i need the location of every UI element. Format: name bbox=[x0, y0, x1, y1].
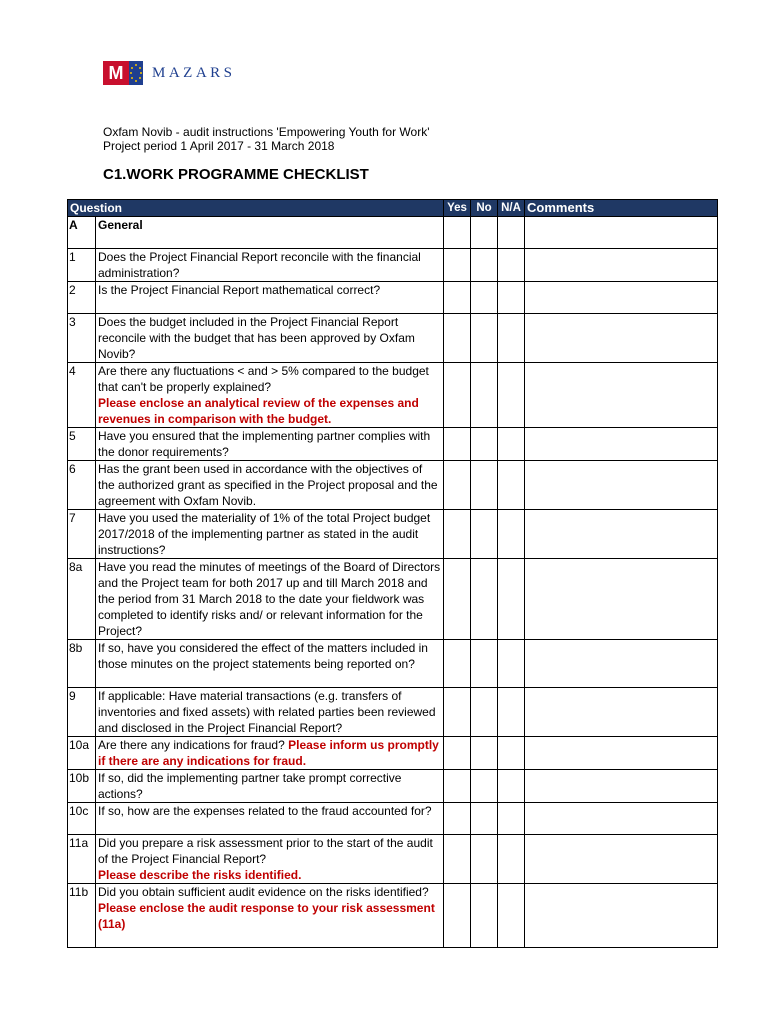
na-cell[interactable] bbox=[498, 510, 525, 559]
instruction-note: Please describe the risks identified. bbox=[98, 868, 302, 882]
mazars-logo bbox=[103, 61, 236, 85]
question-cell bbox=[96, 559, 444, 640]
yes-cell[interactable] bbox=[444, 884, 471, 948]
na-cell[interactable] bbox=[498, 217, 525, 249]
no-cell[interactable] bbox=[471, 363, 498, 428]
question-cell bbox=[96, 363, 444, 428]
yes-cell[interactable] bbox=[444, 688, 471, 737]
yes-cell[interactable] bbox=[444, 249, 471, 282]
comments-cell[interactable] bbox=[525, 510, 718, 559]
table-row bbox=[68, 559, 718, 640]
no-cell[interactable] bbox=[471, 640, 498, 688]
comments-cell[interactable] bbox=[525, 428, 718, 461]
na-cell[interactable] bbox=[498, 559, 525, 640]
yes-cell[interactable] bbox=[444, 770, 471, 803]
question-header: Question bbox=[68, 200, 444, 217]
question-number: 2 bbox=[68, 282, 96, 314]
question-cell bbox=[96, 803, 444, 835]
question-cell bbox=[96, 428, 444, 461]
question-cell bbox=[96, 461, 444, 510]
question-cell bbox=[96, 770, 444, 803]
question-text: Does the Project Financial Report reconcile with the financial administration? bbox=[98, 250, 421, 280]
na-cell[interactable] bbox=[498, 314, 525, 363]
question-cell bbox=[96, 737, 444, 770]
comments-cell[interactable] bbox=[525, 282, 718, 314]
no-cell[interactable] bbox=[471, 737, 498, 770]
no-cell[interactable] bbox=[471, 803, 498, 835]
question-text: Have you used the materiality of 1% of the total Project budget 2017/2018 of the implementing partner as stated in the audit instructions? bbox=[98, 511, 431, 557]
no-cell[interactable] bbox=[471, 510, 498, 559]
table-row bbox=[68, 282, 718, 314]
question-text: Have you ensured that the implementing partner complies with the donor requirements? bbox=[98, 429, 431, 459]
question-text: Did you prepare a risk assessment prior to the start of the audit of the Project Financial Report? bbox=[98, 836, 433, 866]
question-number: 11b bbox=[68, 884, 96, 948]
question-number: 3 bbox=[68, 314, 96, 363]
yes-cell[interactable] bbox=[444, 217, 471, 249]
logo-text: MAZARS bbox=[152, 64, 236, 81]
question-number: 1 bbox=[68, 249, 96, 282]
question-cell bbox=[96, 640, 444, 688]
table-row bbox=[68, 640, 718, 688]
comments-cell[interactable] bbox=[525, 363, 718, 428]
comments-cell[interactable] bbox=[525, 737, 718, 770]
yes-cell[interactable] bbox=[444, 640, 471, 688]
page-title: C1.WORK PROGRAMME CHECKLIST bbox=[103, 166, 369, 183]
na-cell[interactable] bbox=[498, 770, 525, 803]
na-cell[interactable] bbox=[498, 461, 525, 510]
question-number: 4 bbox=[68, 363, 96, 428]
table-row bbox=[68, 884, 718, 948]
question-number: 10c bbox=[68, 803, 96, 835]
comments-cell[interactable] bbox=[525, 559, 718, 640]
na-cell[interactable] bbox=[498, 884, 525, 948]
table-row bbox=[68, 249, 718, 282]
na-cell[interactable] bbox=[498, 363, 525, 428]
question-cell bbox=[96, 217, 444, 249]
yes-cell[interactable] bbox=[444, 282, 471, 314]
comments-cell[interactable] bbox=[525, 461, 718, 510]
comments-cell[interactable] bbox=[525, 249, 718, 282]
question-number: 10a bbox=[68, 737, 96, 770]
comments-cell[interactable] bbox=[525, 688, 718, 737]
question-text: Did you obtain sufficient audit evidence on the risks identified? bbox=[98, 885, 429, 899]
comments-cell[interactable] bbox=[525, 640, 718, 688]
comments-cell[interactable] bbox=[525, 803, 718, 835]
no-cell[interactable] bbox=[471, 770, 498, 803]
question-text: General bbox=[98, 218, 143, 232]
na-cell[interactable] bbox=[498, 688, 525, 737]
yes-cell[interactable] bbox=[444, 428, 471, 461]
checklist-table bbox=[67, 199, 718, 948]
comments-cell[interactable] bbox=[525, 770, 718, 803]
table-row bbox=[68, 770, 718, 803]
na-cell[interactable] bbox=[498, 737, 525, 770]
question-text: Has the grant been used in accordance with the objectives of the authorized grant as specified in the Project proposal and the agreement with Oxfam Novib. bbox=[98, 462, 438, 508]
question-text: Does the budget included in the Project Financial Report reconcile with the budget that has been approved by Oxfam Novib? bbox=[98, 315, 415, 361]
question-number: 8b bbox=[68, 640, 96, 688]
table-row bbox=[68, 835, 718, 884]
yes-cell[interactable] bbox=[444, 510, 471, 559]
instruction-note: Please enclose the audit response to your risk assessment (11a) bbox=[98, 901, 435, 931]
table-row bbox=[68, 510, 718, 559]
no-cell[interactable] bbox=[471, 217, 498, 249]
question-number: 10b bbox=[68, 770, 96, 803]
na-cell[interactable] bbox=[498, 640, 525, 688]
question-text: If applicable: Have material transactions (e.g. transfers of inventories and fixed assets) with related parties been reviewed and disclosed in the Project Financial Report? bbox=[98, 689, 436, 735]
no-cell[interactable] bbox=[471, 688, 498, 737]
na-cell[interactable] bbox=[498, 428, 525, 461]
yes-cell[interactable] bbox=[444, 559, 471, 640]
question-text: Have you read the minutes of meetings of the Board of Directors and the Project team for both 2017 up and till March 2018 and the period from 31 March 2018 to the date your fieldwork was completed to identify risks and/ or relevant information for the Project? bbox=[98, 560, 441, 638]
question-number: 7 bbox=[68, 510, 96, 559]
yes-header: Yes bbox=[444, 200, 471, 217]
table-row bbox=[68, 803, 718, 835]
no-header: No bbox=[471, 200, 498, 217]
table-header-row bbox=[68, 200, 718, 217]
na-cell[interactable] bbox=[498, 282, 525, 314]
question-number: A bbox=[68, 217, 96, 249]
question-text: Is the Project Financial Report mathematical correct? bbox=[98, 283, 381, 297]
na-cell[interactable] bbox=[498, 249, 525, 282]
no-cell[interactable] bbox=[471, 314, 498, 363]
question-cell bbox=[96, 249, 444, 282]
logo-stars-icon bbox=[129, 61, 143, 85]
table-row bbox=[68, 217, 718, 249]
yes-cell[interactable] bbox=[444, 314, 471, 363]
question-number: 5 bbox=[68, 428, 96, 461]
no-cell[interactable] bbox=[471, 282, 498, 314]
question-number: 9 bbox=[68, 688, 96, 737]
question-number: 11a bbox=[68, 835, 96, 884]
table-row bbox=[68, 461, 718, 510]
question-text: Are there any indications for fraud? bbox=[98, 738, 285, 752]
question-text: If so, have you considered the effect of the matters included in those minutes on the project statements being reported on? bbox=[98, 641, 428, 671]
yes-cell[interactable] bbox=[444, 835, 471, 884]
question-cell bbox=[96, 835, 444, 884]
logo-mark bbox=[103, 61, 143, 85]
no-cell[interactable] bbox=[471, 461, 498, 510]
no-cell[interactable] bbox=[471, 428, 498, 461]
yes-cell[interactable] bbox=[444, 737, 471, 770]
question-cell bbox=[96, 884, 444, 948]
question-cell bbox=[96, 510, 444, 559]
yes-cell[interactable] bbox=[444, 363, 471, 428]
project-period-line: Project period 1 April 2017 - 31 March 2018 bbox=[103, 139, 335, 153]
yes-cell[interactable] bbox=[444, 803, 471, 835]
table-row bbox=[68, 363, 718, 428]
yes-cell[interactable] bbox=[444, 461, 471, 510]
na-cell[interactable] bbox=[498, 835, 525, 884]
logo-letter: M bbox=[103, 61, 129, 85]
question-number: 8a bbox=[68, 559, 96, 640]
question-text: If so, how are the expenses related to the fraud accounted for? bbox=[98, 804, 432, 818]
comments-header: Comments bbox=[525, 200, 718, 217]
no-cell[interactable] bbox=[471, 835, 498, 884]
question-number: 6 bbox=[68, 461, 96, 510]
table-row bbox=[68, 314, 718, 363]
question-text: Are there any fluctuations < and > 5% compared to the budget that can't be properly explained? bbox=[98, 364, 429, 394]
question-cell bbox=[96, 314, 444, 363]
instruction-note: Please enclose an analytical review of the expenses and revenues in comparison with the budget. bbox=[98, 396, 419, 426]
question-cell bbox=[96, 688, 444, 737]
na-cell[interactable] bbox=[498, 803, 525, 835]
no-cell[interactable] bbox=[471, 884, 498, 948]
audit-instructions-line: Oxfam Novib - audit instructions 'Empowering Youth for Work' bbox=[103, 125, 430, 139]
no-cell[interactable] bbox=[471, 249, 498, 282]
comments-cell[interactable] bbox=[525, 314, 718, 363]
comments-cell[interactable] bbox=[525, 217, 718, 249]
comments-cell[interactable] bbox=[525, 835, 718, 884]
comments-cell[interactable] bbox=[525, 884, 718, 948]
na-header: N/A bbox=[498, 200, 525, 217]
instruction-note: Please inform us promptly if there are any indications for fraud. bbox=[98, 738, 439, 768]
table-row bbox=[68, 688, 718, 737]
table-row bbox=[68, 428, 718, 461]
table-row bbox=[68, 737, 718, 770]
no-cell[interactable] bbox=[471, 559, 498, 640]
question-text: If so, did the implementing partner take prompt corrective actions? bbox=[98, 771, 402, 801]
question-cell bbox=[96, 282, 444, 314]
